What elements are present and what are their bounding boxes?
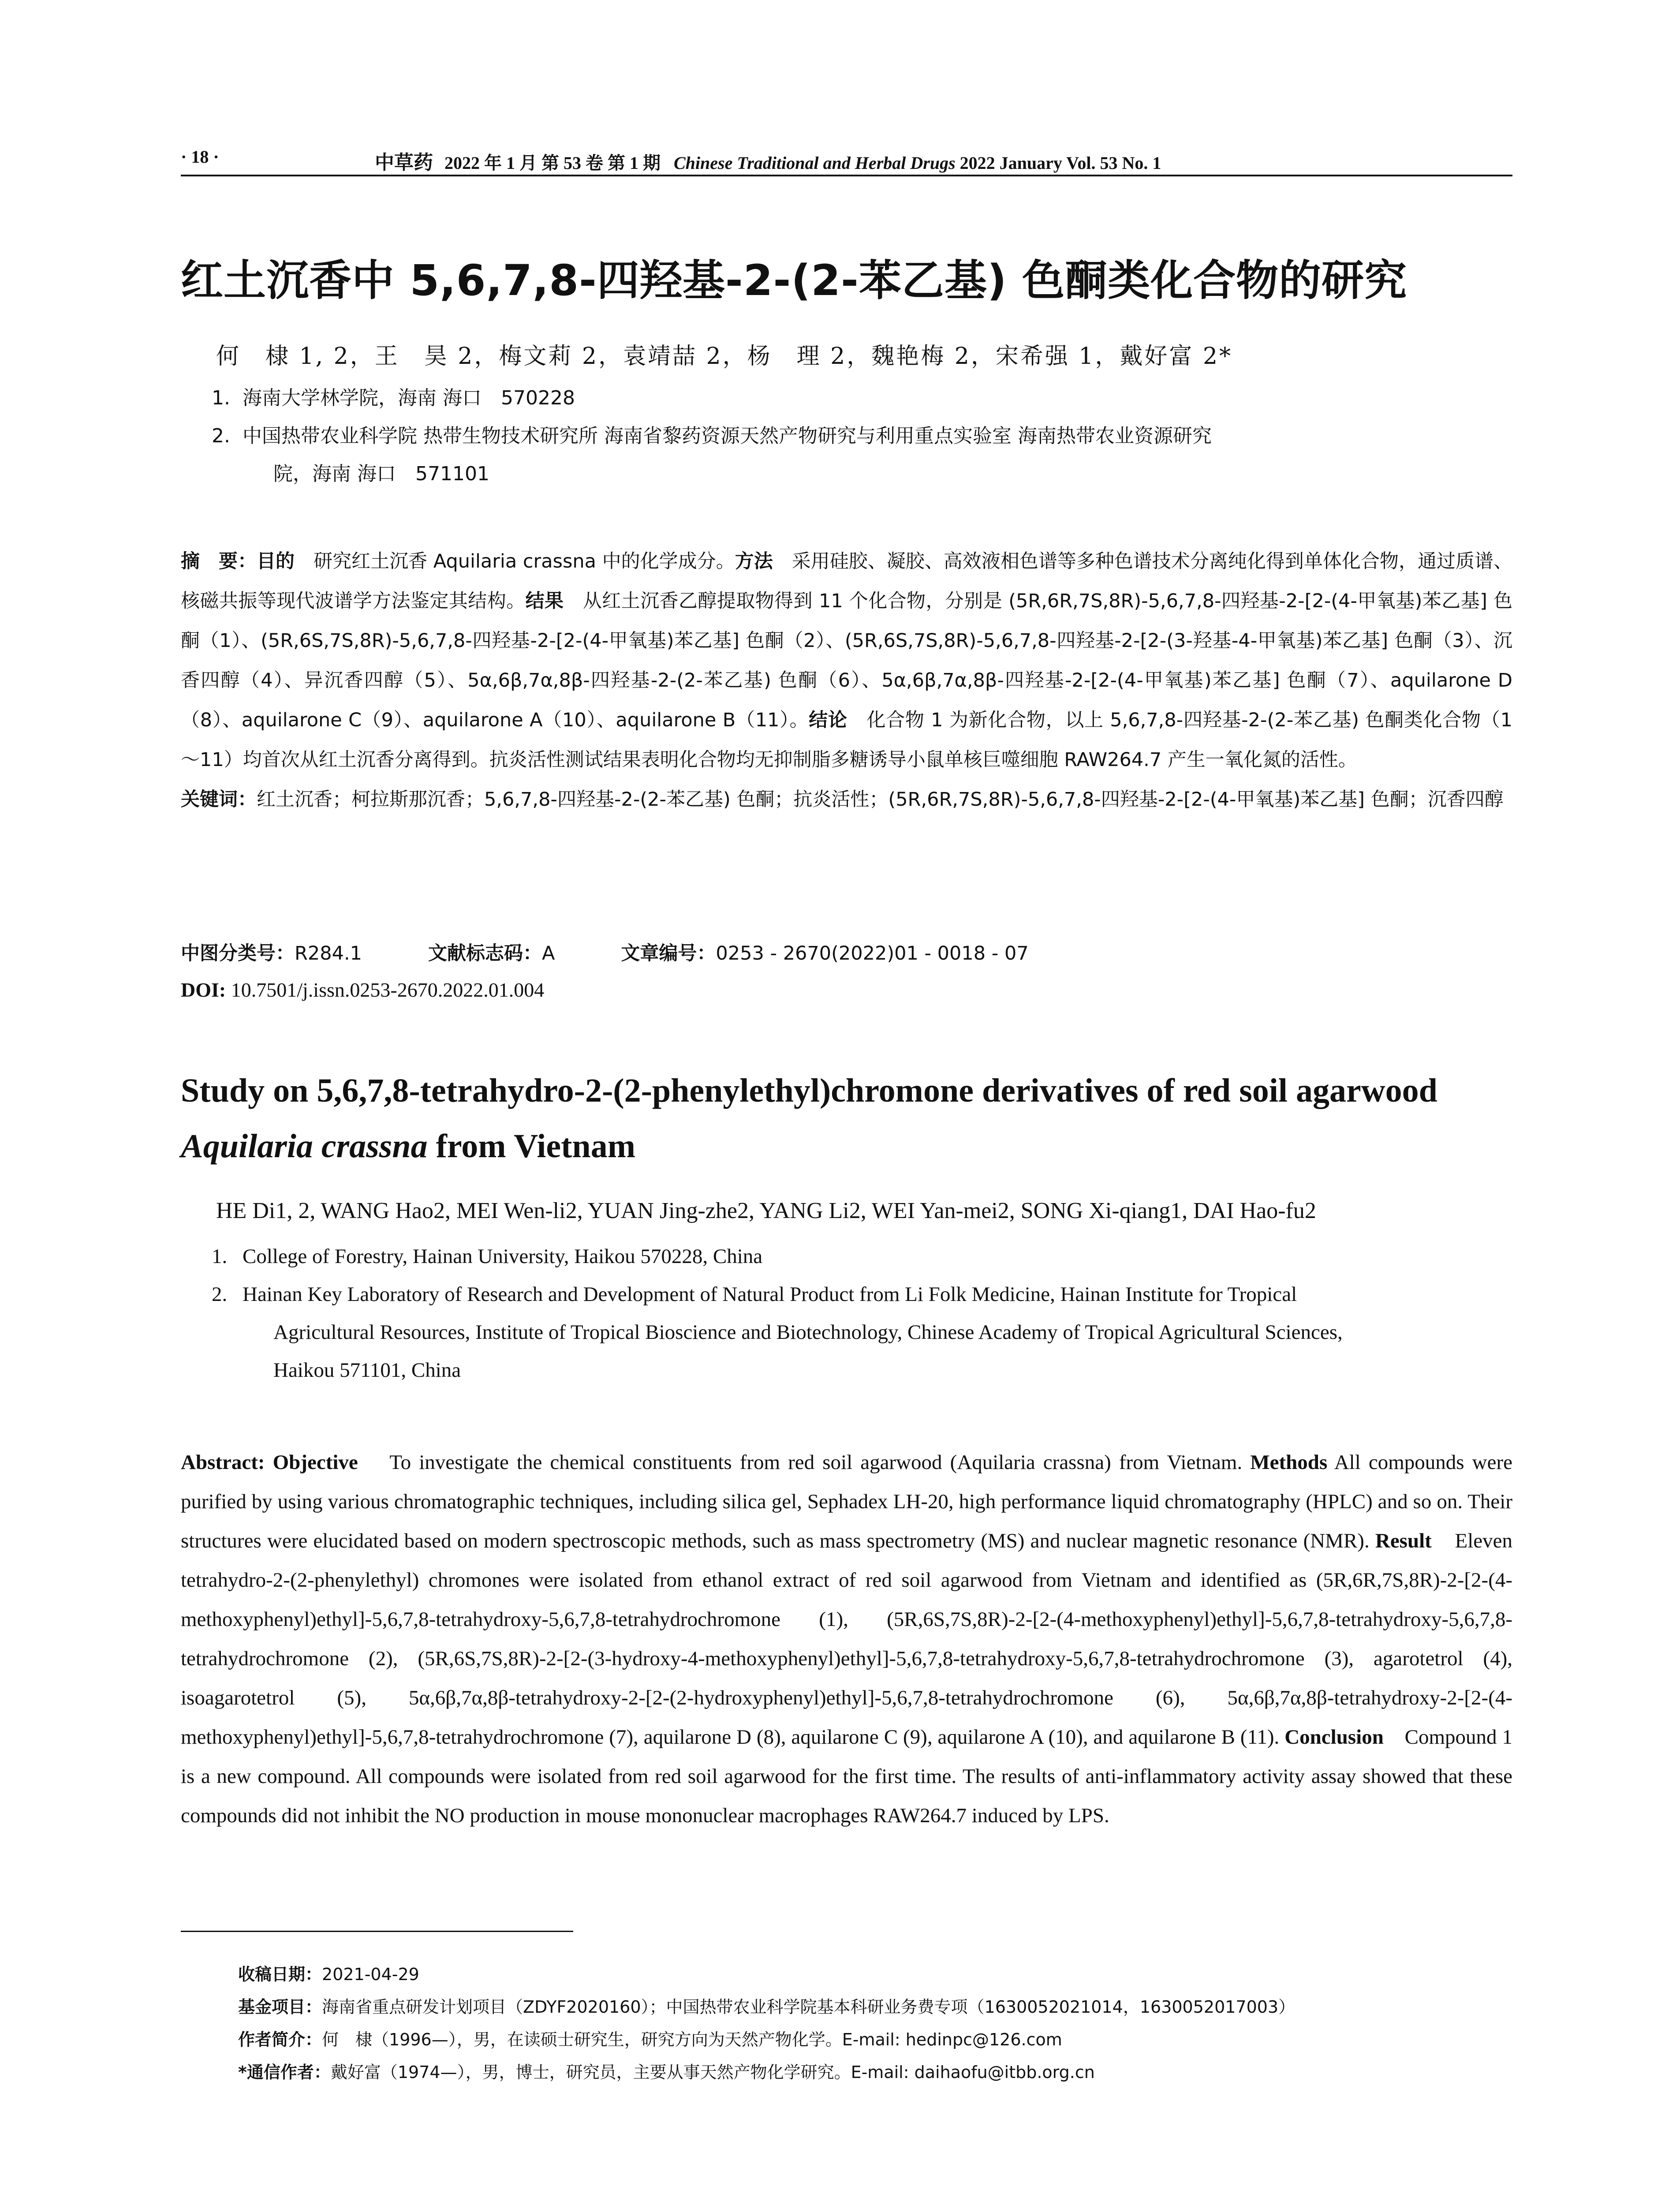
corresponding-author [238, 2056, 1508, 2089]
author-bio-label: 作者简介： [238, 2030, 322, 2049]
results-text: Eleven tetrahydro-2-(2-phenylethyl) chromones were isolated from ethanol extract of red soil agarwood from Vietnam and identified as (5R,6R,7S,8R)-2-[2-(4-methoxyphenyl)ethyl]-5,6,7,8-tetrahydroxy-5,6,7,8-tetrahydrochromone (1), (5R,6S,7S,8R)-2-[2-(4-methoxyphenyl)ethyl]-5,6,7,8-tetrahydroxy-5,6,7,8-tetrahydrochromone (2), (5R,6S,7S,8R)-2-[2-(3-hydroxy-4-methoxyphenyl)ethyl]-5,6,7,8-tetrahydroxy-5,6,7,8-tetrahydrochromone (3), agarotetrol (4), isoagarotetrol (5), 5α,6β,7α,8β-tetrahydroxy-2-[2-(2-hydroxyphenyl)ethyl]-5,6,7,8-tetrahydrochromone (6), 5α,6β,7α,8β-tetrahydroxy-2-[2-(4-methoxyphenyl)ethyl]-5,6,7,8-tetrahydrochromone (7), aquilarone D (8), aquilarone C (9), aquilarone A (10), and aquilarone B (11). [181, 1529, 1512, 1749]
classification-line [181, 938, 1029, 965]
affiliation-text-cont: Agricultural Resources, Institute of Tropical Bioscience and Biotechnology, Chinese Academy of Tropical Agricultural Sciences, [273, 1321, 1343, 1344]
affiliation-number: 1. [212, 387, 230, 409]
clc-value: R284.1 [295, 942, 362, 964]
author-bio [238, 2023, 1508, 2056]
journal-info-en: 2022 January Vol. 53 No. 1 [959, 153, 1161, 173]
affiliation-text: 海南大学林学院，海南 海口 570228 [243, 387, 575, 409]
corresponding-value: 戴好富（1974—），男，博士，研究员，主要从事天然产物化学研究。E-mail: daihaofu@itbb.org.cn [330, 2063, 1095, 2082]
affiliation-number: 2. [212, 1283, 228, 1306]
clc-label: 中图分类号： [181, 942, 295, 964]
chinese-title: 红土沉香中 5,6,7,8-四羟基-2-(2-苯乙基) 色酮类化合物的研究 [181, 256, 1407, 305]
methods-label: Methods [1250, 1451, 1328, 1474]
chinese-affiliation-1 [212, 379, 575, 417]
english-affiliation-2 [212, 1275, 1517, 1389]
english-title-species: Aquilaria crassna [181, 1128, 428, 1165]
objective-label: 目的 [257, 550, 295, 572]
conclusion-text: 化合物 1 为新化合物，以上 5,6,7,8-四羟基-2-(2-苯乙基) 色酮类化合物（1～11）均首次从红土沉香分离得到。抗炎活性测试结果表明化合物均无抑制脂多糖诱导小鼠单核巨噬细胞 RAW264.7 产生一氧化氮的活性。 [181, 709, 1512, 771]
received-label: 收稿日期： [238, 1965, 322, 1984]
methods-label: 方法 [735, 550, 773, 572]
footnotes [238, 1958, 1508, 2089]
journal-line [375, 146, 1161, 175]
affiliation-text: Hainan Key Laboratory of Research and Development of Natural Product from Li Folk Medicine, Hainan Institute for Tropical [243, 1283, 1297, 1306]
affiliation-number: 1. [212, 1245, 228, 1268]
author-bio-value: 何 棣（1996—），男，在读硕士研究生，研究方向为天然产物化学。E-mail: hedinpc@126.com [322, 2030, 1062, 2049]
doccode-label: 文献标志码： [428, 942, 542, 964]
keywords [181, 780, 1512, 819]
corresponding-label: *通信作者： [238, 2063, 331, 2082]
results-label: Result [1375, 1529, 1432, 1552]
conclusion-text: Compound 1 is a new compound. All compounds were isolated from red soil agarwood for the first time. The results of anti-inflammatory activity assay showed that these compounds did not inhibit the NO production in mouse mononuclear macrophages RAW264.7 induced by LPS. [181, 1726, 1512, 1827]
affiliation-text: 中国热带农业科学院 热带生物技术研究所 海南省黎药资源天然产物研究与利用重点实验室 海南热带农业资源研究 [243, 425, 1212, 447]
funding-value: 海南省重点研发计划项目（ZDYF2020160）；中国热带农业科学院基本科研业务费专项（1630052021014，1630052017003） [322, 1997, 1295, 2017]
results-label: 结果 [525, 590, 564, 612]
received-date [238, 1958, 1508, 1991]
objective-text: 研究红土沉香 Aquilaria crassna 中的化学成分。 [314, 550, 735, 572]
article-number-label: 文章编号： [621, 942, 716, 964]
english-title-text: Study on 5,6,7,8-tetrahydro-2-(2-phenylethyl)chromone derivatives of red soil agarwood [181, 1072, 1437, 1109]
abstract-label: 摘 要： [181, 550, 257, 572]
english-affiliation-1 [212, 1237, 762, 1275]
running-header [181, 144, 1512, 176]
footnote-divider [181, 1931, 573, 1932]
affiliation-text-cont: 院，海南 海口 571101 [273, 463, 489, 485]
chinese-affiliation-2 [212, 417, 1490, 493]
methods-text: 采用硅胶、凝胶、高效液相色谱等多种色谱技术分离纯化得到单体化合物，通过质谱、核磁共振等现代波谱学方法鉴定其结构。 [181, 550, 1513, 612]
chinese-authors: 何 棣 1, 2，王 昊 2，梅文莉 2，袁靖喆 2，杨 理 2，魏艳梅 2，宋希强 1，戴好富 2* [216, 343, 1233, 370]
abstract-objective-label: Abstract: Objective [181, 1451, 358, 1474]
conclusion-label: 结论 [809, 709, 847, 731]
conclusion-label: Conclusion [1284, 1726, 1384, 1749]
keywords-text-cont: 基)苯乙基] 色酮；沉香四醇 [1274, 789, 1504, 811]
affiliation-number: 2. [212, 425, 230, 447]
affiliation-text: College of Forestry, Hainan University, Haikou 570228, China [243, 1245, 763, 1268]
english-authors: HE Di1, 2, WANG Hao2, MEI Wen-li2, YUAN Jing-zhe2, YANG Li2, WEI Yan-mei2, SONG Xi-qiang1, DAI Hao-fu2 [216, 1198, 1316, 1223]
journal-info-cn: 2022 年 1 月 第 53 卷 第 1 期 [444, 153, 661, 173]
chinese-abstract [181, 542, 1512, 819]
english-abstract [181, 1443, 1512, 1835]
journal-name-en: Chinese Traditional and Herbal Drugs [674, 153, 956, 173]
doi-line [181, 978, 544, 1002]
results-text: 从红土沉香乙醇提取物得到 11 个化合物，分别是 (5R,6R,7S,8R)-5,6,7,8-四羟基-2-[2-(4-甲氧基)苯乙基] 色酮（1）、(5R,6S,7S,8R)-5,6,7,8-四羟基-2-[2-(4-甲氧基)苯乙基] 色酮（2）、(5R,6S,7S,8R)-5,6,7,8-四羟基-2-[2-(3-羟基-4-甲氧基)苯乙基] 色酮（3）、沉香四醇（4）、异沉香四醇（5）、5α,6β,7α,8β-四羟基-2-(2-苯乙基) 色酮（6）、5α,6β,7α,8β-四羟基-2-[2-(4-甲氧基)苯乙基] 色酮（7）、aquilarone D（8）、aquilarone C（9）、aquilarone A（10）、aquilarone B（11）。 [181, 590, 1512, 731]
english-title-text-end: from Vietnam [427, 1128, 636, 1165]
journal-name-cn: 中草药 [375, 151, 433, 174]
doccode-value: A [541, 942, 555, 964]
funding-label: 基金项目： [238, 1997, 322, 2017]
funding [238, 1991, 1508, 2023]
keywords-text: 红土沉香；柯拉斯那沉香；5,6,7,8-四羟基-2-(2-苯乙基) 色酮；抗炎活性；(5R,6R,7S,8R)-5,6,7,8-四羟基-2-[2-(4-甲氧 [257, 789, 1274, 811]
english-title [181, 1063, 1512, 1174]
objective-text: To investigate the chemical constituents from red soil agarwood (Aquilaria crassna) from Vietnam. [389, 1451, 1243, 1474]
methods-text: All compounds were purified by using various chromatographic techniques, including silica gel, Sephadex LH-20, high performance liquid chromatography (HPLC) and so on. Their structures were elucidated based on modern spectroscopic methods, such as mass spectrometry (MS) and nuclear magnetic resonance (NMR). [181, 1451, 1512, 1552]
article-number-value: 0253 - 2670(2022)01 - 0018 - 07 [716, 942, 1029, 964]
received-value: 2021-04-29 [322, 1965, 419, 1984]
doi-value: 10.7501/j.issn.0253-2670.2022.01.004 [231, 979, 545, 1001]
page-number: · 18 · [181, 147, 219, 167]
affiliation-text-cont: Haikou 571101, China [273, 1359, 461, 1382]
doi-label: DOI: [181, 979, 226, 1001]
keywords-label: 关键词： [181, 789, 257, 811]
